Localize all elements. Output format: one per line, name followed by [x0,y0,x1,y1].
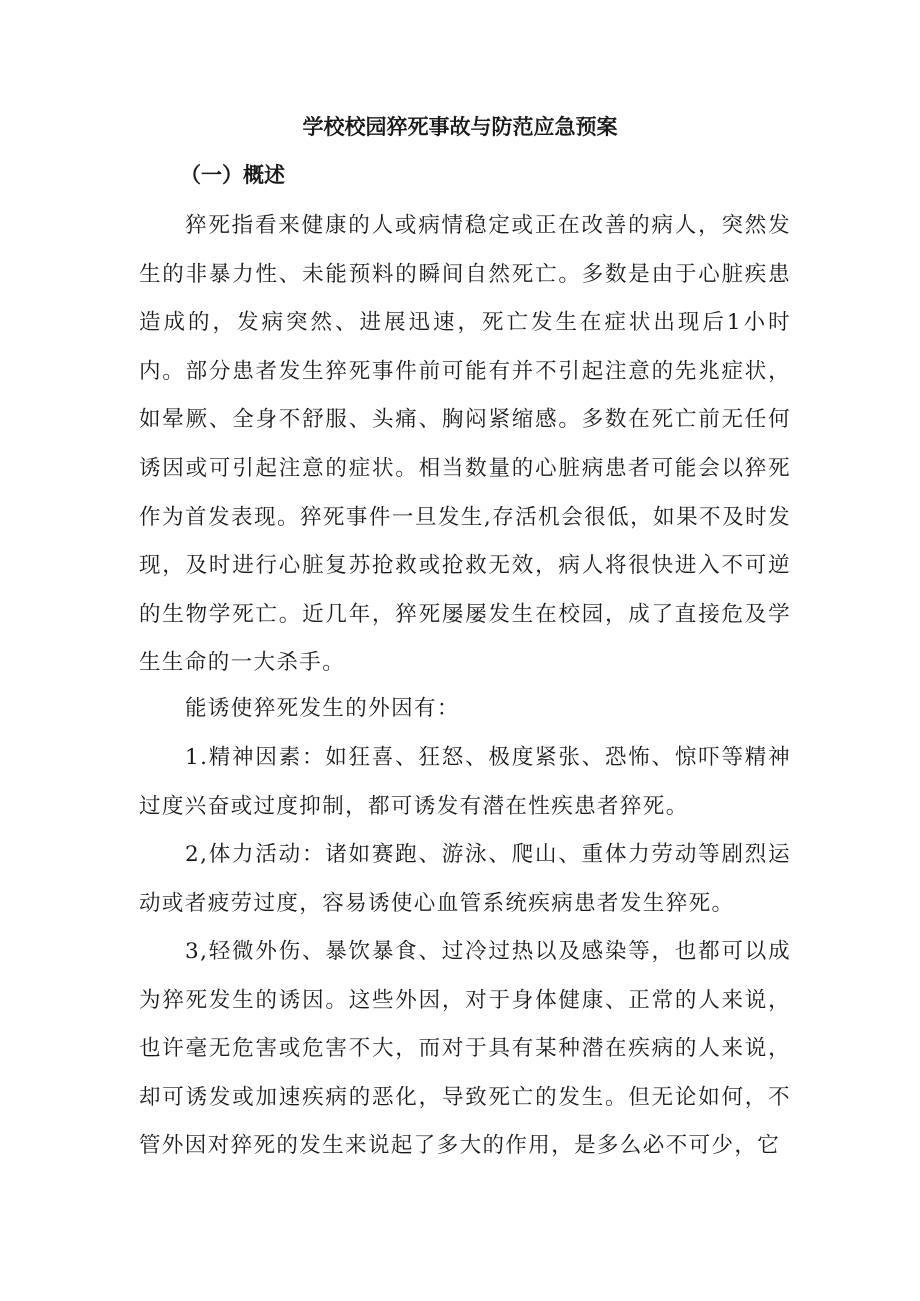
paragraph-external-causes-intro: 能诱使猝死发生的外因有： [185,696,460,721]
document-title: 学校校园猝死事故与防范应急预案 [302,115,618,139]
paragraph-overview: 猝死指看来健康的人或病情稳定或正在改善的病人，突然发生的非暴力性、未能预料的瞬间自然死亡。多数是由于心脏疾患造成的，发病突然、进展迅速，死亡发生在症状出现后1小时内。部分患者发生猝死事件前可能有并不引起注意的先兆症状，如晕厥、全身不舒服、头痛、胸闷紧缩感。多数在死亡前无任何诱因或可引起注意的症状。相当数量的心脏病患者可能会以猝死作为首发表现。猝死事件一旦发生,存活机会很低，如果不及时发现，及时进行心脏复苏抢救或抢救无效，病人将很快进入不可逆的生物学死亡。近几年，猝死屡屡发生在校园，成了直接危及学生生命的一大杀手。 [139,213,791,676]
paragraph-mental-factors: 1.精神因素：如狂喜、狂怒、极度紧张、恐怖、惊吓等精神过度兴奋或过度抑制，都可诱发有潜在性疾患者猝死。 [139,745,791,819]
section-heading: （一）概述 [180,163,285,187]
paragraph-minor-injury: 3,轻微外伤、暴饮暴食、过冷过热以及感染等，也都可以成为猝死发生的诱因。这些外因，对于身体健康、正常的人来说，也许毫无危害或危害不大，而对于具有某种潜在疾病的人来说，却可诱发或加速疾病的恶化，导致死亡的发生。但无论如何，不管外因对猝死的发生来说起了多大的作用，是多么必不可少，它 [139,939,791,1159]
paragraph-physical-activity: 2,体力活动：诸如赛跑、游泳、爬山、重体力劳动等剧烈运动或者疲劳过度，容易诱使心血管系统疾病患者发生猝死。 [139,842,791,916]
